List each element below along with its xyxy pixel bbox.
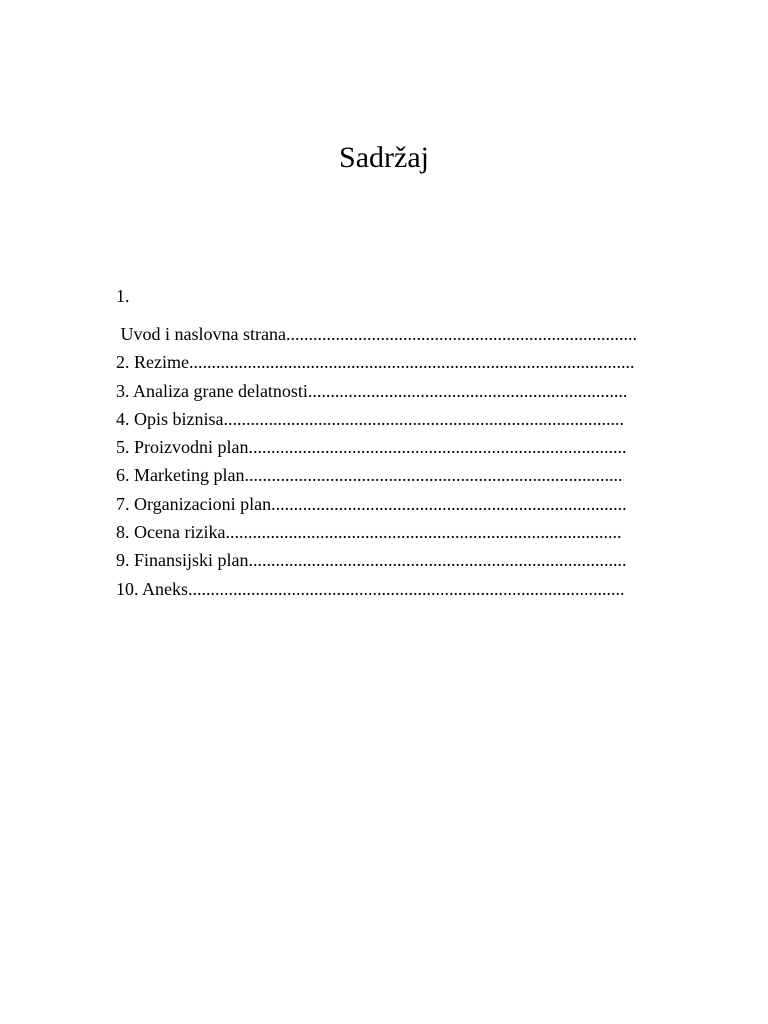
toc-entry-uvod [116, 320, 716, 348]
toc-entry-ocena [116, 518, 716, 546]
toc-entry-opis [116, 405, 716, 433]
toc-entry-text: 3. Analiza grane delatnosti....................................................................... [116, 380, 628, 401]
toc-entry-organizacioni [116, 490, 716, 518]
toc-entry-marketing [116, 461, 716, 489]
page-title: Sadržaj [339, 141, 429, 174]
toc-entry-text: 6. Marketing plan.................................................................................... [116, 465, 623, 486]
toc-first-number: 1. [116, 286, 130, 306]
toc-entry-text: 2. Rezime................................................................................................... [116, 352, 635, 373]
toc-entry-aneks [116, 575, 716, 603]
toc-entry-finansijski [116, 546, 716, 574]
toc-entry-text: 8. Ocena rizika........................................................................................ [116, 522, 622, 543]
toc-entry-text: 10. Aneks................................................................................................. [116, 578, 625, 599]
toc-entry-proizvodni [116, 433, 716, 461]
toc-entry-text: Uvod i naslovna strana.............................................................................. [116, 324, 637, 344]
table-of-contents [116, 320, 716, 603]
toc-entry-text: 7. Organizacioni plan............................................................................... [116, 493, 627, 514]
toc-entry-text: 5. Proizvodni plan.................................................................................... [116, 437, 627, 458]
toc-entry-text: 9. Finansijski plan.................................................................................... [116, 550, 627, 571]
toc-entry-rezime [116, 348, 716, 376]
toc-entry-text: 4. Opis biznisa......................................................................................... [116, 408, 624, 429]
toc-entry-analiza [116, 377, 716, 405]
